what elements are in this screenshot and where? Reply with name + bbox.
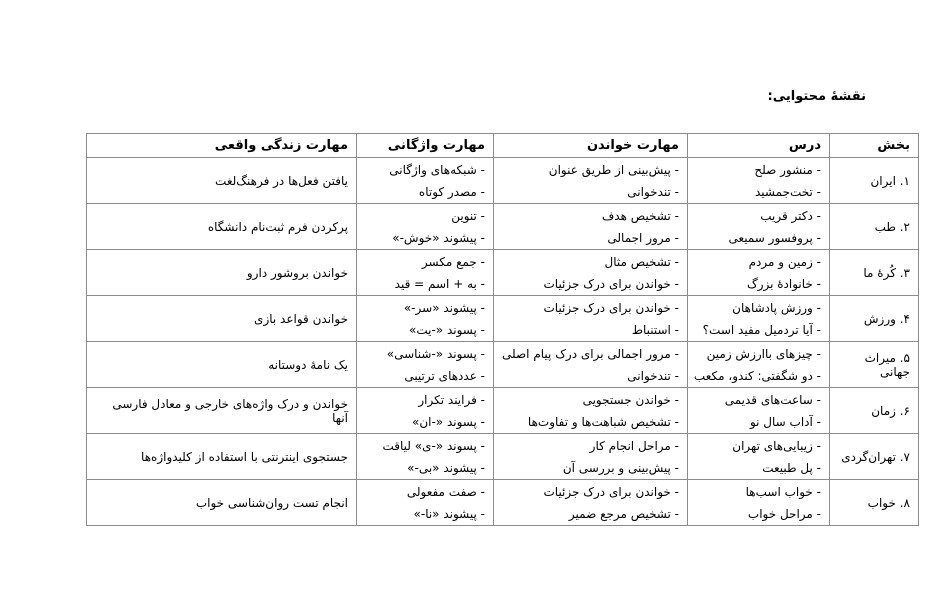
section-cell: ۷. تهران‌گردی bbox=[830, 434, 919, 480]
lesson-cell bbox=[688, 158, 830, 204]
lesson-cell-item: - تخت‌جمشید bbox=[755, 184, 821, 199]
real-life-skill-cell: انجام تست روان‌شناسی خواب bbox=[87, 480, 357, 526]
reading-skill-cell bbox=[494, 480, 688, 526]
reading-skill-cell bbox=[494, 388, 688, 434]
section-cell: ۳. کُرهٔ ما bbox=[830, 250, 919, 296]
vocab-skill-cell bbox=[357, 388, 494, 434]
header-lesson: درس bbox=[688, 134, 830, 158]
vocab-skill-cell-item: - شبکه‌های واژگانی bbox=[389, 162, 485, 177]
vocab-skill-cell-item: - جمع مکسر bbox=[421, 254, 485, 269]
table-row bbox=[87, 388, 919, 434]
reading-skill-cell-item: - خواندن برای درک جزئیات bbox=[543, 276, 679, 291]
vocab-skill-cell-item: - پسوند «-ی» لیاقت bbox=[382, 438, 485, 453]
reading-skill-cell-item: - خواندن برای درک جزئیات bbox=[543, 300, 679, 315]
real-life-skill-cell: خواندن بروشور دارو bbox=[87, 250, 357, 296]
reading-skill-cell-item: - مرور اجمالی برای درک پیام اصلی bbox=[502, 346, 679, 361]
section-cell: ۱. ایران bbox=[830, 158, 919, 204]
section-cell: ۸. خواب bbox=[830, 480, 919, 526]
content-map-table bbox=[86, 133, 919, 526]
real-life-skill-cell: خواندن و درک واژه‌های خارجی و معادل فارسی آنها bbox=[87, 388, 357, 434]
vocab-skill-cell bbox=[357, 158, 494, 204]
reading-skill-cell-item: - تشخیص هدف bbox=[601, 208, 679, 223]
lesson-cell bbox=[688, 296, 830, 342]
header-real-life-skill: مهارت زندگی واقعی bbox=[87, 134, 357, 158]
reading-skill-cell-item: - خواندن جستجویی bbox=[582, 392, 679, 407]
lesson-cell-item: - ساعت‌های قدیمی bbox=[724, 392, 821, 407]
reading-skill-cell-item: - خواندن برای درک جزئیات bbox=[543, 484, 679, 499]
lesson-cell-item: - خواب اسب‌ها bbox=[745, 484, 821, 499]
reading-skill-cell-item: - تشخیص مثال bbox=[604, 254, 679, 269]
vocab-skill-cell bbox=[357, 342, 494, 388]
reading-skill-cell bbox=[494, 158, 688, 204]
reading-skill-cell bbox=[494, 296, 688, 342]
reading-skill-cell bbox=[494, 434, 688, 480]
section-cell: ۴. ورزش bbox=[830, 296, 919, 342]
reading-skill-cell-item: - پیش‌بینی از طریق عنوان bbox=[548, 162, 679, 177]
real-life-skill-cell: پرکردن فرم ثبت‌نام دانشگاه bbox=[87, 204, 357, 250]
reading-skill-cell bbox=[494, 250, 688, 296]
lesson-cell bbox=[688, 342, 830, 388]
lesson-cell-item: - پل طبیعت bbox=[762, 460, 821, 475]
vocab-skill-cell bbox=[357, 480, 494, 526]
table-row bbox=[87, 480, 919, 526]
vocab-skill-cell-item: - پیشوند «خوش-» bbox=[392, 230, 485, 245]
reading-skill-cell-item: - تشخیص شباهت‌ها و تفاوت‌ها bbox=[527, 414, 679, 429]
lesson-cell bbox=[688, 434, 830, 480]
lesson-cell-item: - زمین و مردم bbox=[748, 254, 821, 269]
vocab-skill-cell-item: - پیشوند «سر-» bbox=[403, 300, 485, 315]
reading-skill-cell bbox=[494, 204, 688, 250]
vocab-skill-cell-item: - به + اسم = قید bbox=[394, 276, 485, 291]
lesson-cell bbox=[688, 250, 830, 296]
reading-skill-cell-item: - مرور اجمالی bbox=[607, 230, 679, 245]
real-life-skill-cell: جستجوی اینترنتی با استفاده از کلیدواژه‌ها bbox=[87, 434, 357, 480]
vocab-skill-cell-item: - فرایند تکرار bbox=[418, 392, 485, 407]
lesson-cell-item: - آیا تردمیل مفید است؟ bbox=[702, 322, 821, 337]
section-cell: ۲. طب bbox=[830, 204, 919, 250]
lesson-cell-item: - پروفسور سمیعی bbox=[728, 230, 821, 245]
real-life-skill-cell: خواندن قواعد بازی bbox=[87, 296, 357, 342]
vocab-skill-cell-item: - پیشوند «بی-» bbox=[407, 460, 485, 475]
reading-skill-cell-item: - استنباط bbox=[631, 322, 679, 337]
lesson-cell-item: - دو شگفتی: کندو، مکعب bbox=[693, 368, 821, 383]
table-row bbox=[87, 296, 919, 342]
lesson-cell-item: - چیزهای باارزش زمین bbox=[706, 346, 821, 361]
vocab-skill-cell-item: - پسوند «-یت» bbox=[409, 322, 485, 337]
header-section: بخش bbox=[830, 134, 919, 158]
table-row bbox=[87, 250, 919, 296]
lesson-cell-item: - دکتر قریب bbox=[760, 208, 821, 223]
reading-skill-cell-item: - تندخوانی bbox=[627, 184, 679, 199]
lesson-cell-item: - منشور صلح bbox=[754, 162, 821, 177]
table-row bbox=[87, 434, 919, 480]
reading-skill-cell bbox=[494, 342, 688, 388]
vocab-skill-cell-item: - پسوند «-شناسی» bbox=[386, 346, 485, 361]
lesson-cell-item: - آداب سال نو bbox=[749, 414, 821, 429]
reading-skill-cell-item: - تشخیص مرجع ضمیر bbox=[568, 506, 679, 521]
vocab-skill-cell-item: - مصدر کوتاه bbox=[418, 184, 485, 199]
vocab-skill-cell bbox=[357, 250, 494, 296]
vocab-skill-cell-item: - عددهای ترتیبی bbox=[404, 368, 485, 383]
vocab-skill-cell-item: - صفت مفعولی bbox=[406, 484, 485, 499]
table-body bbox=[87, 158, 919, 526]
table-row bbox=[87, 342, 919, 388]
reading-skill-cell-item: - پیش‌بینی و بررسی آن bbox=[562, 460, 679, 475]
table-row bbox=[87, 204, 919, 250]
vocab-skill-cell bbox=[357, 296, 494, 342]
header-vocab-skill: مهارت واژگانی bbox=[357, 134, 494, 158]
vocab-skill-cell-item: - پیشوند «نا-» bbox=[413, 506, 485, 521]
reading-skill-cell-item: - مراحل انجام کار bbox=[589, 438, 679, 453]
real-life-skill-cell: یافتن فعل‌ها در فرهنگ‌لغت bbox=[87, 158, 357, 204]
lesson-cell-item: - زیبایی‌های تهران bbox=[732, 438, 821, 453]
lesson-cell-item: - مراحل خواب bbox=[747, 506, 821, 521]
vocab-skill-cell bbox=[357, 434, 494, 480]
vocab-skill-cell-item: - تنوین bbox=[451, 208, 485, 223]
table-row bbox=[87, 158, 919, 204]
section-cell: ۶. زمان bbox=[830, 388, 919, 434]
lesson-cell-item: - ورزش پادشاهان bbox=[732, 300, 821, 315]
vocab-skill-cell bbox=[357, 204, 494, 250]
section-cell: ۵. میراث جهانی bbox=[830, 342, 919, 388]
lesson-cell-item: - خانوادهٔ بزرگ bbox=[746, 276, 821, 291]
header-row bbox=[87, 134, 919, 158]
real-life-skill-cell: یک نامهٔ دوستانه bbox=[87, 342, 357, 388]
lesson-cell bbox=[688, 480, 830, 526]
lesson-cell bbox=[688, 388, 830, 434]
vocab-skill-cell-item: - پسوند «-ان» bbox=[411, 414, 485, 429]
reading-skill-cell-item: - تندخوانی bbox=[627, 368, 679, 383]
page-title: نقشهٔ محتوایی: bbox=[767, 89, 866, 104]
lesson-cell bbox=[688, 204, 830, 250]
header-reading-skill: مهارت خواندن bbox=[494, 134, 688, 158]
